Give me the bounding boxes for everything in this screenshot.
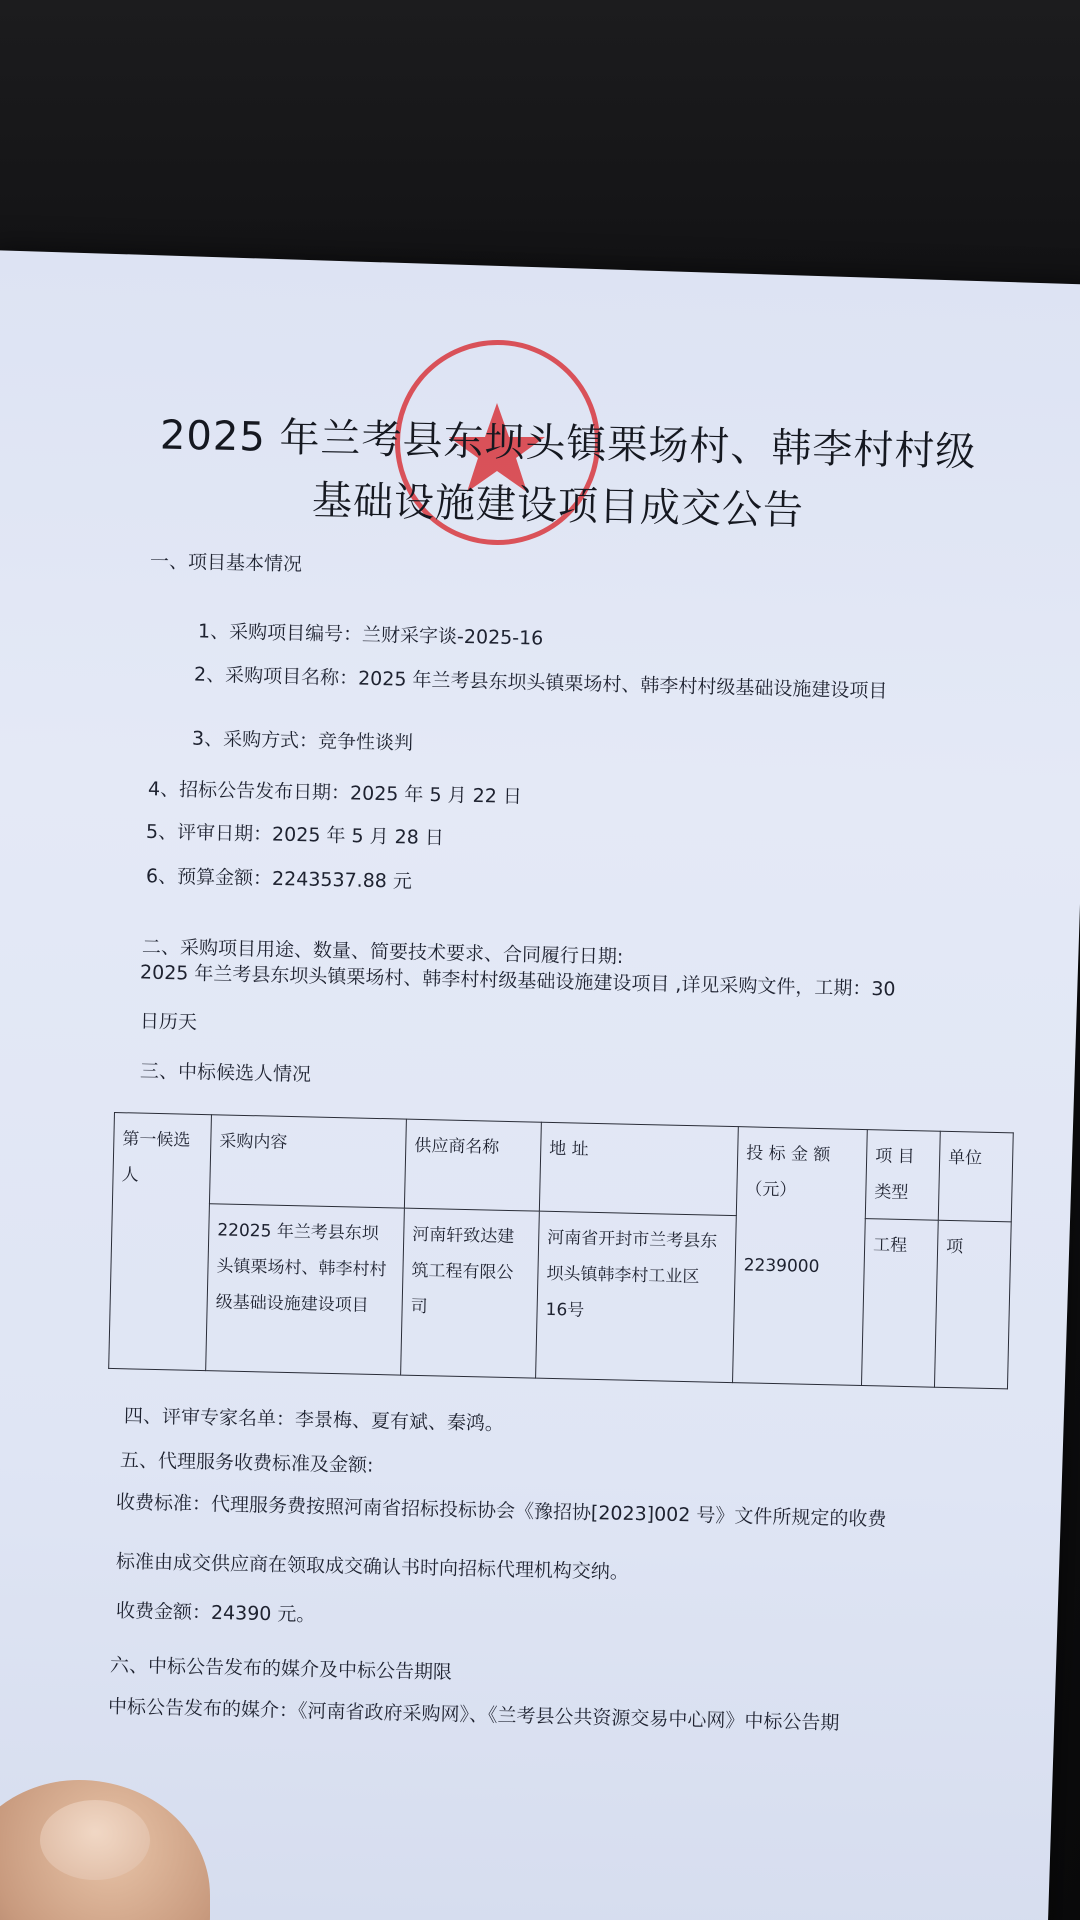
section2-heading: 二、采购项目用途、数量、简要技术要求、合同履行日期: <box>141 935 624 969</box>
section1-item-5: 5、评审日期：2025 年 5 月 28 日 <box>145 820 445 850</box>
document-title-line1: 2025 年兰考县东坝头镇栗场村、韩李村村级 <box>159 412 977 476</box>
section2-body-line1: 2025 年兰考县东坝头镇栗场村、韩李村村级基础设施建设项目 ,详见采购文件，工期：30 <box>139 961 896 1001</box>
table-cell-unit: 项 <box>934 1220 1011 1389</box>
section4-experts: 四、评审专家名单：李景梅、夏有斌、秦鸿。 <box>123 1405 505 1435</box>
section1-item-6: 6、预算金额：2243537.88 元 <box>145 865 413 893</box>
table-header-content: 采购内容 <box>209 1115 406 1208</box>
table-rank-cell: 第一候选人 <box>109 1113 212 1371</box>
table-cell-amount: 2239000 <box>743 1255 820 1278</box>
section5-body-line2: 标准由成交供应商在领取成交确认书时向招标代理机构交纳。 <box>115 1550 630 1584</box>
table-header-address: 地 址 <box>539 1122 738 1215</box>
table-header-type: 项 目 类型 <box>865 1130 940 1221</box>
table-amount-cell <box>733 1127 868 1386</box>
section1-item-2: 2、采购项目名称：2025 年兰考县东坝头镇栗场村、韩李村村级基础设施建设项目 <box>193 663 888 703</box>
section2-body-line2: 日历天 <box>139 1010 198 1034</box>
table-header-supplier: 供应商名称 <box>404 1119 541 1211</box>
candidate-table <box>108 1112 1014 1389</box>
table-cell-supplier: 河南轩致达建筑工程有限公司 <box>401 1208 540 1378</box>
section6-body-line1: 中标公告发布的媒介：《河南省政府采购网》、《兰考县公共资源交易中心网》中标公告期 <box>107 1695 840 1735</box>
section1-item-1: 1、采购项目编号：兰财采字谈-2025-16 <box>197 620 544 650</box>
table-cell-content: 22025 年兰考县东坝头镇栗场村、韩李村村级基础设施建设项目 <box>206 1204 405 1375</box>
section6-heading: 六、中标公告发布的媒介及中标公告期限 <box>109 1654 453 1684</box>
table-header-amount: 投 标 金 额 （元） <box>745 1143 831 1201</box>
section5-heading: 五、代理服务收费标准及金额: <box>119 1449 374 1477</box>
document-title-line2: 基础设施建设项目成交公告 <box>311 477 805 535</box>
section1-item-4: 4、招标公告发布日期：2025 年 5 月 22 日 <box>147 778 523 808</box>
section1-heading: 一、项目基本情况 <box>149 550 303 576</box>
table-header-unit: 单位 <box>938 1131 1013 1222</box>
section1-item-3: 3、采购方式：竞争性谈判 <box>191 727 414 755</box>
thumb-nail <box>40 1800 150 1880</box>
section3-heading: 三、中标候选人情况 <box>139 1060 312 1086</box>
table-cell-type: 工程 <box>861 1219 938 1388</box>
section5-fee: 收费金额：24390 元。 <box>115 1599 316 1627</box>
table-row <box>109 1201 1012 1388</box>
table-cell-address: 河南省开封市兰考县东坝头镇韩李村工业区 16号 <box>536 1211 737 1382</box>
section5-body-line1: 收费标准：代理服务费按照河南省招标投标协会《豫招协[2023]002 号》文件所规定的收费 <box>115 1491 887 1531</box>
